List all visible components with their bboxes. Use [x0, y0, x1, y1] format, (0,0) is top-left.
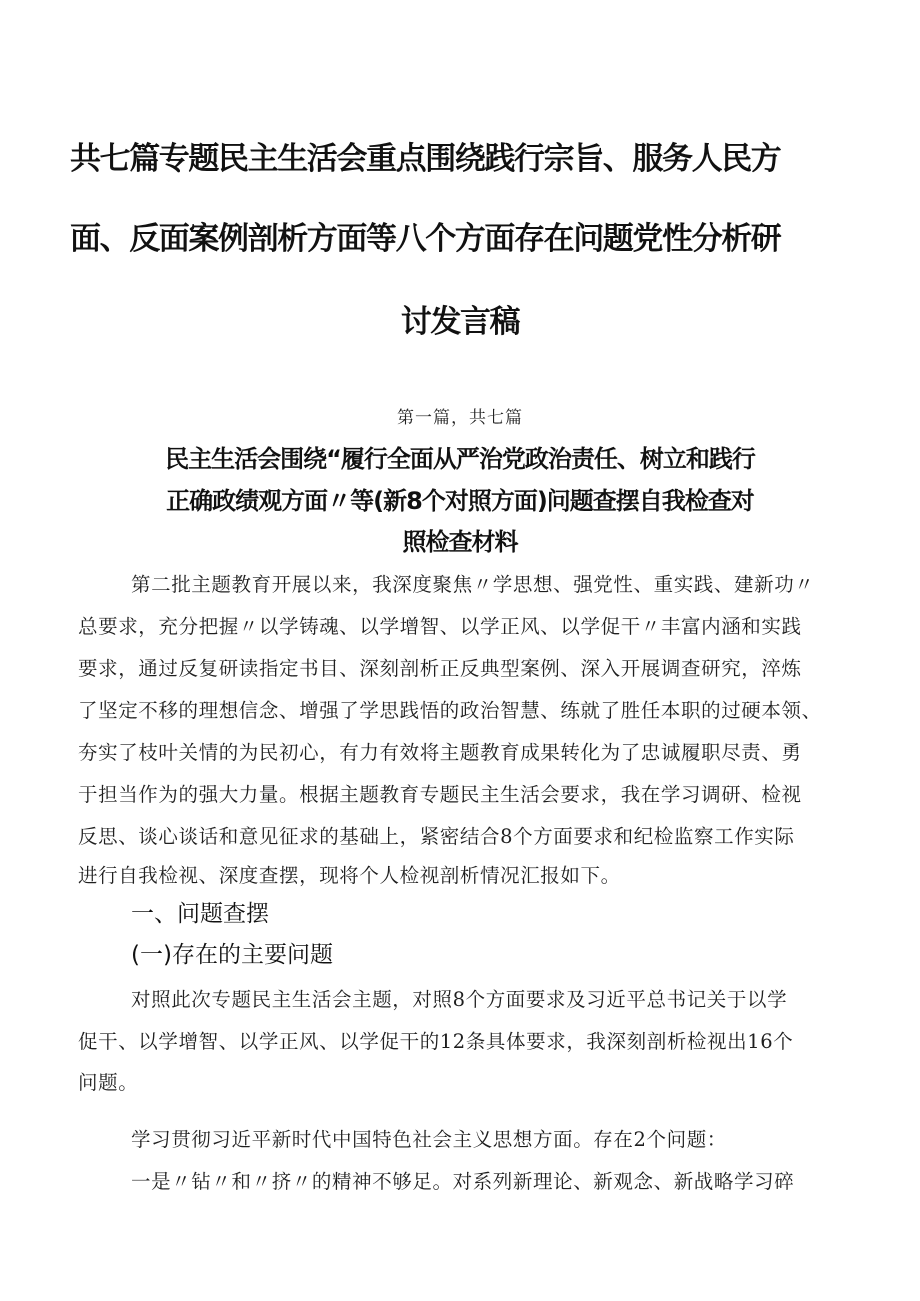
paragraph-line: 一是〃钻〃和〃挤〃的精神不够足。对系列新理论、新观念、新战略学习碎	[131, 1170, 795, 1193]
section-title-line-3: 照检查材料	[402, 528, 518, 556]
intro-paragraph-line: 总要求，充分把握〃以学铸魂、以学增智、以学正风、以学促干〃丰富内涵和实践	[78, 615, 802, 638]
section-title-line-2: 正确政绩观方面〃等(新8个对照方面)问题查摆自我检查对	[166, 487, 754, 515]
intro-paragraph-line: 了坚定不移的理想信念、增强了学思践悟的政治智慧、练就了胜任本职的过硬本领、	[78, 699, 822, 722]
intro-paragraph-line: 第二批主题教育开展以来，我深度聚焦〃学思想、强党性、重实践、建新功〃	[131, 573, 815, 596]
section-title-line-1: 民主生活会围绕“履行全面从严治党政治责任、树立和践行	[165, 445, 755, 473]
document-title-line-2: 面、反面案例剖析方面等八个方面存在问题党性分析研	[70, 221, 781, 257]
paragraph-line: 学习贯彻习近平新时代中国特色社会主义思想方面。存在2个问题：	[131, 1128, 727, 1151]
heading-problem-review: 一、问题查摆	[131, 901, 269, 927]
part-subheading: 第一篇，共七篇	[397, 408, 523, 428]
intro-paragraph-line: 夯实了枝叶关情的为民初心，有力有效将主题教育成果转化为了忠诚履职尽责、勇	[78, 741, 802, 764]
paragraph-line: 对照此次专题民主生活会主题，对照8个方面要求及习近平总书记关于以学	[131, 988, 788, 1011]
intro-paragraph-line: 于担当作为的强大力量。根据主题教育专题民主生活会要求，我在学习调研、检视	[78, 783, 802, 806]
intro-paragraph-line: 反思、谈心谈话和意见征求的基础上，紧密结合8个方面要求和纪检监察工作实际	[78, 825, 795, 848]
document-title-line-3: 讨发言稿	[400, 304, 520, 340]
document-title-line-1: 共七篇专题民主生活会重点围绕践行宗旨、服务人民方	[70, 141, 781, 177]
heading-main-problems: (一)存在的主要问题	[131, 942, 333, 968]
intro-paragraph-line: 要求，通过反复研读指定书目、深刻剖析正反典型案例、深入开展调查研究，淬炼	[78, 657, 802, 680]
paragraph-line: 促干、以学增智、以学正风、以学促干的12条具体要求，我深刻剖析检视出16个	[78, 1030, 794, 1053]
intro-paragraph-line: 进行自我检视、深度查摆，现将个人检视剖析情况汇报如下。	[78, 864, 621, 887]
paragraph-line: 问题。	[78, 1071, 139, 1094]
